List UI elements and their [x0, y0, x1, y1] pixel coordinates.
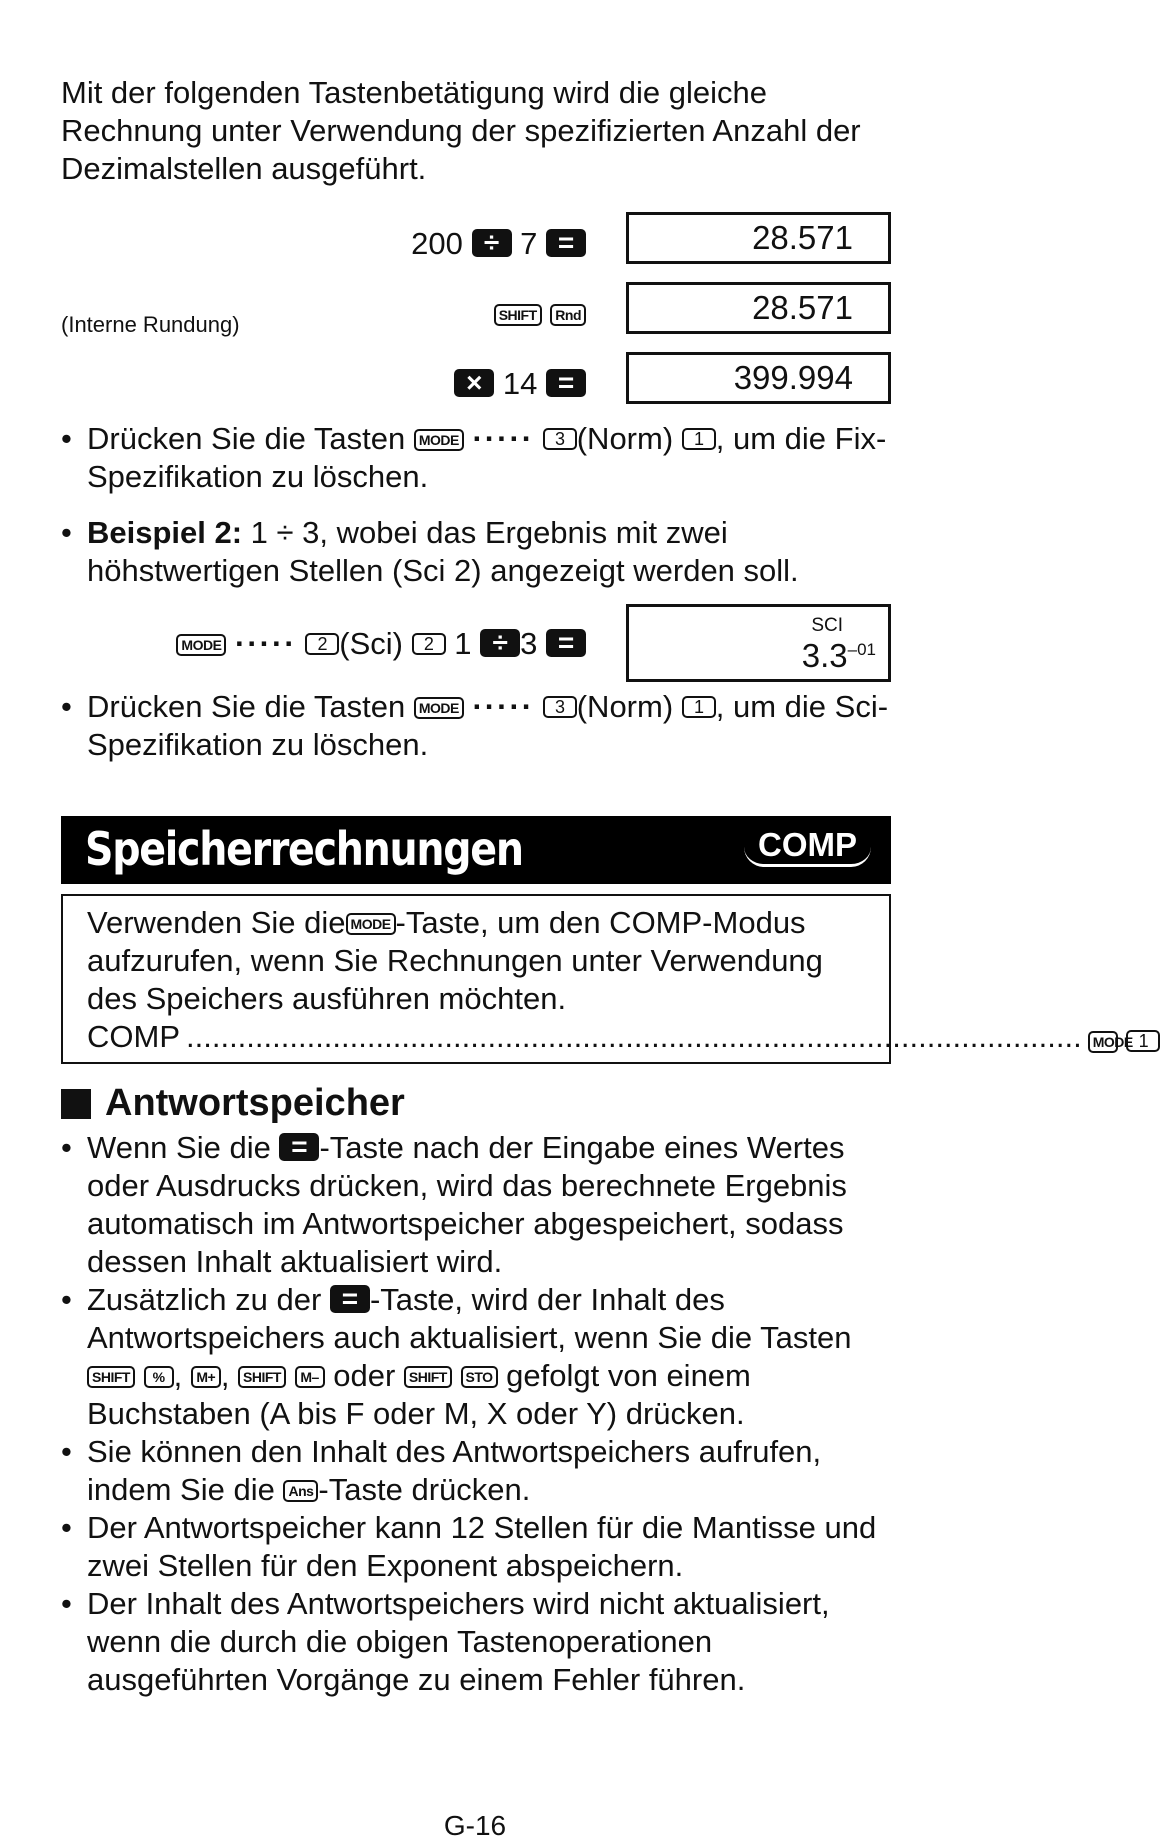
mode-key: MODE [414, 429, 464, 451]
number: 3 [520, 626, 538, 661]
calculator-display [626, 604, 891, 682]
list-item: • Der Inhalt des Antwortspeichers wird nicht aktualisiert, wenn die durch die obigen Tastenoperationen ausgeführten Vorgänge zu einem Fehler führen. [61, 1585, 891, 1699]
calculator-display: 28.571 [626, 212, 891, 264]
square-bullet-icon [61, 1089, 91, 1119]
list-item: • Beispiel 2: 1 ÷ 3, wobei das Ergebnis mit zwei höhstwertigen Stellen (Sci 2) angezeigt werden soll. [61, 514, 891, 590]
divide-key: ÷ [472, 229, 512, 257]
dots: ····· [472, 689, 535, 724]
equals-key: = [546, 229, 586, 257]
list-item: • Drücken Sie die Tasten MODE ····· 3 (Norm) 1 , um die Fix-Spezifikation zu löschen. [61, 420, 891, 496]
key-2: 2 [305, 633, 339, 655]
rnd-key: Rnd [550, 304, 586, 326]
number: 14 [502, 366, 538, 401]
key-1: 1 [682, 428, 716, 450]
comp-leader-line: COMP ........................................................................................................ MODE 1 [87, 1018, 865, 1056]
answer-memory-list [61, 1129, 891, 1699]
key-3: 3 [543, 696, 577, 718]
key-1: 1 [682, 696, 716, 718]
number: 200 [411, 226, 463, 261]
page-content [61, 74, 1149, 1699]
percent-key: % [144, 1366, 174, 1388]
keystroke-row-3 [61, 352, 891, 422]
sto-key: STO [461, 1366, 498, 1388]
mode-key: MODE [176, 634, 226, 656]
list-item: • Der Antwortspeicher kann 12 Stellen für die Mantisse und zwei Stellen für den Exponent abspeichern. [61, 1509, 891, 1585]
keystroke-row-2 [61, 282, 891, 352]
section-title: Speicherrechnungen [85, 822, 523, 876]
bullet-list-1 [61, 420, 891, 590]
list-item: • Sie können den Inhalt des Antwortspeichers aufrufen, indem Sie die Ans -Taste drücken. [61, 1433, 891, 1509]
keystroke-row-1 [61, 212, 891, 282]
list-item: • Drücken Sie die Tasten MODE ····· 3 (Norm) 1 , um die Sci-Spezifikation zu löschen. [61, 688, 891, 764]
intro-paragraph: Mit der folgenden Tastenbetätigung wird die gleiche Rechnung unter Verwendung der spezifizierten Anzahl der Dezimalstellen ausgeführt. [61, 75, 861, 186]
m-plus-key: M+ [191, 1366, 221, 1388]
keystroke-row-sci [61, 604, 891, 688]
mode-label: COMP [744, 826, 871, 867]
row-note: (Interne Rundung) [61, 312, 240, 337]
key-3: 3 [543, 428, 577, 450]
equals-key: = [546, 369, 586, 397]
keystroke-sequence [454, 366, 586, 402]
divide-key: ÷ [480, 629, 520, 657]
list-item: • Wenn Sie die = -Taste nach der Eingabe eines Wertes oder Ausdrucks drücken, wird das berechnete Ergebnis automatisch im Antwortspeicher abgespeichert, sodass dessen Inhalt aktualisiert wird. [61, 1129, 891, 1281]
keystroke-sequence: MODE ····· 2 (Sci) 2 1 ÷ 3 = [176, 626, 586, 662]
number: 1 [454, 626, 472, 661]
mode-key: MODE [1088, 1031, 1118, 1053]
shift-key: SHIFT [87, 1366, 135, 1388]
calculator-display: 28.571 [626, 282, 891, 334]
key-1: 1 [1126, 1030, 1160, 1052]
equals-key: = [279, 1133, 319, 1161]
display-value: $3.3^{-01}$ [801, 637, 876, 674]
dots: ····· [472, 421, 535, 456]
calculator-display: 399.994 [626, 352, 891, 404]
multiply-key: × [454, 369, 494, 397]
ans-key: Ans [283, 1480, 318, 1502]
bullet-list-2 [61, 688, 891, 764]
mode-key: MODE [346, 913, 396, 935]
dot-leader: ........................................................................................................ [186, 1019, 1082, 1054]
shift-key: SHIFT [238, 1366, 286, 1388]
mode-info-box: Verwenden Sie die MODE -Taste, um den COMP-Modus aufzurufen, wenn Sie Rechnungen unter Verwendung des Speichers ausführen möchten. COMP ........................................................................................................ MODE 1 [61, 894, 891, 1064]
dots: ····· [235, 626, 297, 661]
section-banner [61, 816, 891, 884]
mode-key: MODE [414, 697, 464, 719]
keystroke-sequence [494, 296, 586, 332]
number: 7 [520, 226, 538, 261]
page-number: G-16 [443, 1810, 507, 1841]
shift-key: SHIFT [404, 1366, 452, 1388]
key-2: 2 [412, 633, 446, 655]
equals-key: = [546, 629, 586, 657]
subsection-heading: Antwortspeicher [61, 1082, 891, 1125]
list-item: • Zusätzlich zu der = -Taste, wird der Inhalt des Antwortspeichers auch aktualisiert, wenn Sie die Tasten SHIFT % , M+ , SHIFT M– oder SHIFT STO gefolgt von einem Buchstaben (A bis F oder M, X oder Y) drücken. [61, 1281, 891, 1433]
sci-indicator: SCI [811, 615, 843, 636]
shift-key: SHIFT [494, 304, 542, 326]
m-minus-key: M– [295, 1366, 325, 1388]
equals-key: = [330, 1285, 370, 1313]
keystroke-sequence [411, 226, 586, 262]
